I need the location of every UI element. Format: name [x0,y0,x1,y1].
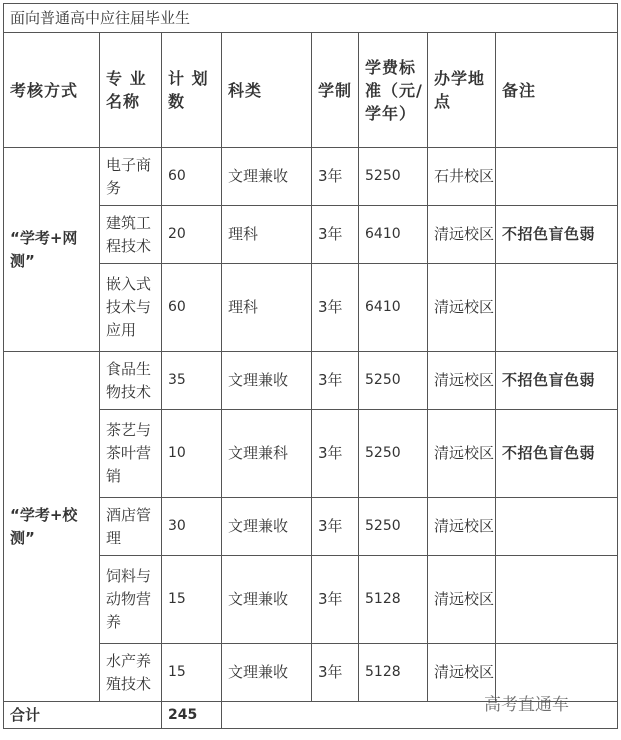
fee-cell: 5128 [359,644,428,702]
major-cell: 嵌入式技术与应用 [100,264,162,352]
major-cell: 建筑工程技术 [100,206,162,264]
total-label: 合计 [4,702,162,729]
table-row [4,352,618,410]
watermark-text: 高考直通车 [484,695,569,715]
header-major: 专 业名称 [100,33,162,148]
campus-cell: 清远校区 [428,264,496,352]
note-cell [496,148,618,206]
note-cell [496,264,618,352]
duration-cell: 3年 [312,644,359,702]
duration-cell: 3年 [312,352,359,410]
campus-cell: 清远校区 [428,644,496,702]
total-value: 245 [162,702,222,729]
assessment-mode: “学考+校测” [4,352,100,702]
campus-cell: 清远校区 [428,352,496,410]
subject-cell: 文理兼收 [222,644,312,702]
header-fee: 学费标准（元/学年） [359,33,428,148]
subject-cell: 文理兼收 [222,352,312,410]
header-campus: 办学地点 [428,33,496,148]
plan-cell: 60 [162,148,222,206]
note-cell: 不招色盲色弱 [496,410,618,498]
subject-cell: 理科 [222,206,312,264]
subject-cell: 文理兼收 [222,556,312,644]
assessment-mode: “学考+网测” [4,148,100,352]
duration-cell: 3年 [312,410,359,498]
fee-cell: 5250 [359,352,428,410]
subject-cell: 理科 [222,264,312,352]
major-cell: 电子商务 [100,148,162,206]
major-cell: 水产养殖技术 [100,644,162,702]
note-cell: 不招色盲色弱 [496,206,618,264]
enrollment-table [3,3,618,729]
header-note: 备注 [496,33,618,148]
fee-cell: 6410 [359,264,428,352]
note-cell: 不招色盲色弱 [496,352,618,410]
plan-cell: 15 [162,556,222,644]
subject-cell: 文理兼收 [222,498,312,556]
fee-cell: 5250 [359,410,428,498]
note-cell [496,556,618,644]
header-plan: 计 划数 [162,33,222,148]
fee-cell: 5128 [359,556,428,644]
major-cell: 酒店管理 [100,498,162,556]
plan-cell: 10 [162,410,222,498]
plan-cell: 60 [162,264,222,352]
header-duration: 学制 [312,33,359,148]
fee-cell: 6410 [359,206,428,264]
duration-cell: 3年 [312,498,359,556]
duration-cell: 3年 [312,206,359,264]
header-mode: 考核方式 [4,33,100,148]
table-row [4,148,618,206]
header-subject: 科类 [222,33,312,148]
table-title: 面向普通高中应往届毕业生 [4,4,618,33]
header-row [4,33,618,148]
plan-cell: 20 [162,206,222,264]
fee-cell: 5250 [359,498,428,556]
subject-cell: 文理兼科 [222,410,312,498]
campus-cell: 清远校区 [428,206,496,264]
major-cell: 茶艺与茶叶营销 [100,410,162,498]
plan-cell: 35 [162,352,222,410]
campus-cell: 清远校区 [428,556,496,644]
duration-cell: 3年 [312,264,359,352]
duration-cell: 3年 [312,148,359,206]
major-cell: 食品生物技术 [100,352,162,410]
note-cell [496,498,618,556]
subject-cell: 文理兼收 [222,148,312,206]
duration-cell: 3年 [312,556,359,644]
plan-cell: 30 [162,498,222,556]
campus-cell: 清远校区 [428,410,496,498]
major-cell: 饲料与动物营养 [100,556,162,644]
campus-cell: 石井校区 [428,148,496,206]
fee-cell: 5250 [359,148,428,206]
campus-cell: 清远校区 [428,498,496,556]
plan-cell: 15 [162,644,222,702]
